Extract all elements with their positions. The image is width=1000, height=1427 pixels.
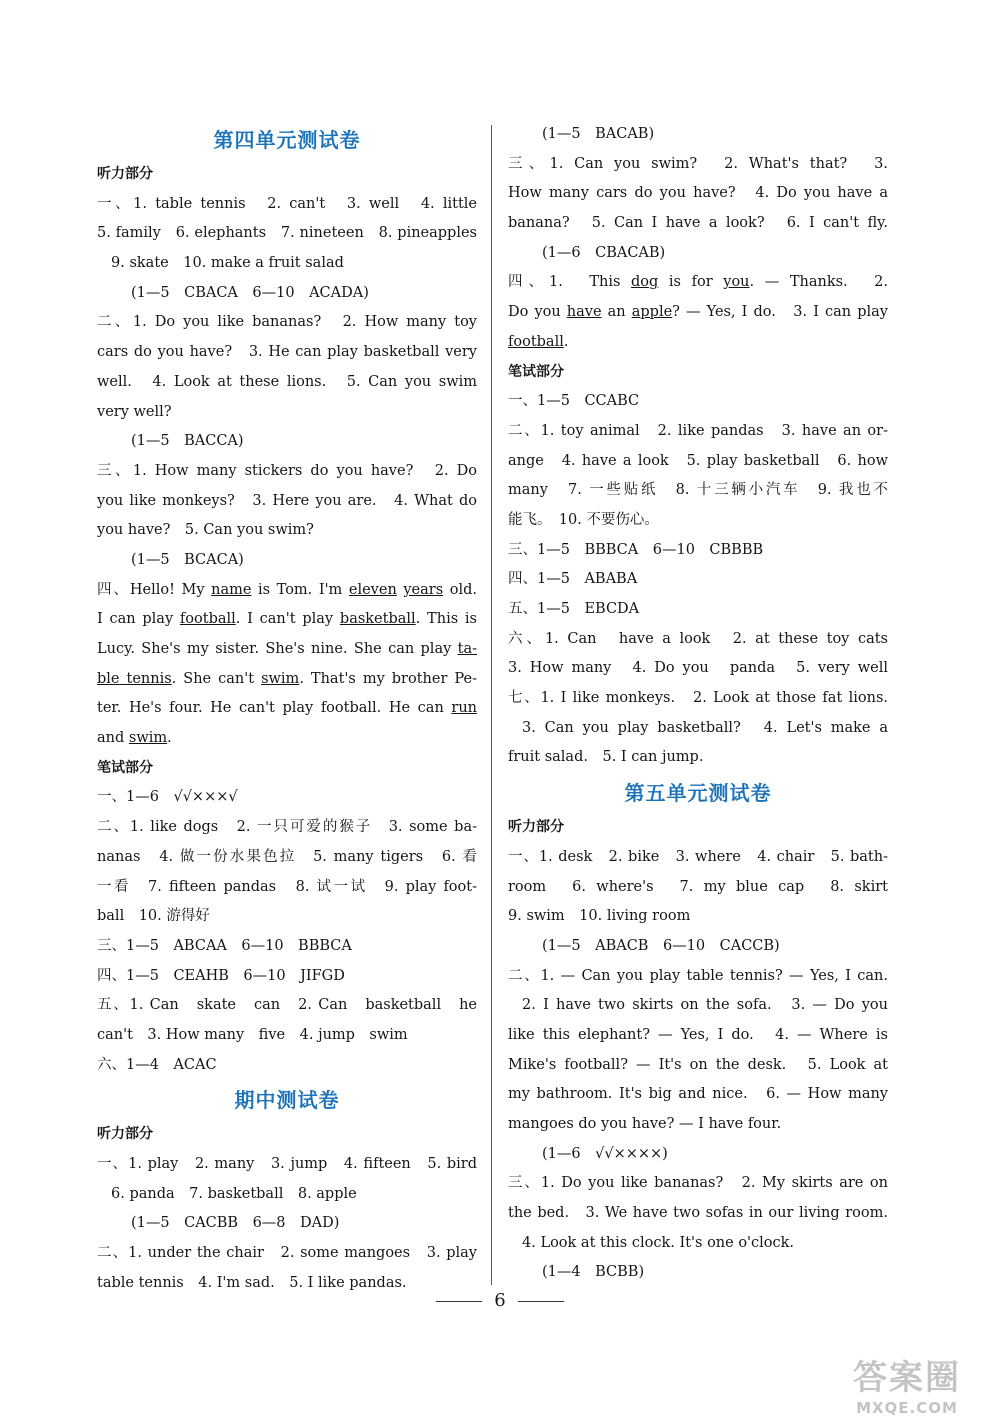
writing-section-label: 笔试部分	[508, 363, 564, 380]
cloze-line: I can play football. I can't play basketball. This is	[97, 611, 477, 628]
answer-line: 六、1. Can have a look 2. at these toy cats	[508, 630, 888, 647]
watermark-logo-text: 答案圈	[853, 1358, 961, 1398]
answer-key: (1—6 √√××××)	[542, 1145, 668, 1162]
underlined-word: swim	[128, 730, 168, 747]
page-number: 6	[0, 1290, 1000, 1311]
left-column	[97, 120, 477, 1298]
answer-line: banana? 5. Can I have a look? 6. I can't fly.	[508, 215, 888, 232]
answer-line: 3. Can you play basketball? 4. Let's make a	[522, 719, 888, 736]
answer-key: (1—4 BCBB)	[542, 1264, 645, 1281]
dash-left	[436, 1301, 482, 1302]
answer-line: the bed. 3. We have two sofas in our living room.	[508, 1205, 888, 1222]
answer-key: (1—5 BCACA)	[131, 551, 244, 568]
answer-line: nanas 4. 做一份水果色拉 5. many tigers 6. 看	[97, 848, 477, 865]
answer-line: 6. panda 7. basketball 8. apple	[111, 1185, 357, 1202]
underlined-word: you	[723, 274, 750, 291]
answer-line: Mike's football? — It's on the desk. 5. Look at	[508, 1056, 888, 1073]
unit5-title: 第五单元测试卷	[624, 781, 772, 806]
answer-line: 四、1—5 ABABA	[508, 571, 638, 588]
answer-line: like this elephant? — Yes, I do. 4. — Where is	[508, 1026, 888, 1043]
underlined-word: apple	[631, 304, 673, 321]
answer-line: 一、1—6 √√×××√	[97, 789, 238, 806]
underlined-word: have	[566, 304, 602, 321]
answer-line: 一看 7. fifteen pandas 8. 试一试 9. play foot-	[97, 878, 477, 895]
answer-line: room 6. where's 7. my blue cap 8. skirt	[508, 878, 888, 895]
answer-line: ball 10. 游得好	[97, 908, 210, 925]
answer-key: (1—5 BACCA)	[131, 433, 244, 450]
answer-key: (1—5 CBACA 6—10 ACADA)	[131, 284, 369, 301]
cloze-line: Do you have an apple? — Yes, I do. 3. I can play	[508, 304, 888, 321]
column-divider	[491, 125, 492, 1285]
underlined-word: swim	[261, 670, 300, 687]
answer-line: 9. swim 10. living room	[508, 908, 691, 925]
answer-line: 四、1—5 CEAHB 6—10 JIFGD	[97, 967, 345, 984]
answer-line: can't 3. How many five 4. jump swim	[97, 1026, 408, 1043]
answer-line: 能飞。 10. 不要伤心。	[508, 511, 659, 528]
answer-line: 一、1. desk 2. bike 3. where 4. chair 5. bath-	[508, 848, 888, 865]
answer-key: (1—5 ABACB 6—10 CACCB)	[542, 937, 780, 954]
answer-line: 4. Look at this clock. It's one o'clock.	[522, 1234, 795, 1251]
cloze-line: 四、Hello! My name is Tom. I'm eleven years old.	[97, 581, 477, 598]
answer-line: 9. skate 10. make a fruit salad	[111, 255, 344, 272]
answer-line: mangoes do you have? — I have four.	[508, 1116, 782, 1132]
underlined-word: eleven	[348, 581, 397, 598]
answer-line: well. 4. Look at these lions. 5. Can you swim	[97, 373, 477, 390]
answer-line: 二、1. Do you like bananas? 2. How many toy	[97, 314, 477, 331]
underlined-word: football	[508, 333, 564, 350]
midterm-title: 期中测试卷	[234, 1088, 340, 1113]
answer-line: 一、1—5 CCABC	[508, 393, 640, 410]
answer-line: 二、1. like dogs 2. 一只可爱的猴子 3. some ba-	[97, 819, 477, 836]
answer-line: 五、1—5 EBCDA	[508, 601, 640, 617]
answer-line: 七、1. I like monkeys. 2. Look at those fat lions.	[508, 690, 888, 707]
underlined-word: name	[211, 581, 252, 598]
listening-section-label: 听力部分	[97, 166, 153, 182]
cloze-line: 四、1. This dog is for you. — Thanks. 2.	[508, 274, 888, 291]
answer-line: 三、1—5 ABCAA 6—10 BBBCA	[97, 937, 352, 954]
answer-line: 六、1—4 ACAC	[97, 1056, 217, 1073]
answer-line: 三、1. How many stickers do you have? 2. Do	[97, 462, 477, 479]
answer-line: 五、1. Can skate can 2. Can basketball he	[97, 997, 477, 1014]
answer-line: 二、1. toy animal 2. like pandas 3. have an or-	[508, 422, 888, 439]
listening-section-label: 听力部分	[508, 819, 564, 836]
underlined-word: football	[179, 611, 236, 628]
cloze-line: ble tennis. She can't swim. That's my brother Pe-	[97, 670, 477, 687]
underlined-word: run	[451, 700, 477, 717]
listening-section-label: 听力部分	[97, 1126, 153, 1143]
cloze-line: football.	[508, 333, 569, 350]
answer-line: cars do you have? 3. He can play basketball very	[97, 344, 477, 361]
cloze-line: ter. He's four. He can't play football. He can run	[97, 700, 477, 717]
right-column	[508, 120, 888, 1288]
watermark	[832, 1350, 982, 1417]
answer-line: my bathroom. It's big and nice. 6. — How many	[508, 1086, 888, 1103]
answer-key: (1—5 BACAB)	[542, 126, 655, 142]
cloze-line: and swim.	[97, 730, 172, 747]
cloze-line: Lucy. She's my sister. She's nine. She can play ta-	[97, 641, 477, 657]
answer-line: very well?	[97, 403, 172, 420]
answer-line: ange 4. have a look 5. play basketball 6. how	[508, 452, 888, 469]
answer-line: fruit salad. 5. I can jump.	[508, 749, 704, 766]
answer-line: 二、1. under the chair 2. some mangoes 3. play	[97, 1245, 477, 1262]
underlined-word: ble tennis	[97, 670, 172, 687]
writing-section-label: 笔试部分	[97, 759, 153, 776]
watermark-url: MXQE.COM	[856, 1399, 958, 1417]
answer-line: 2. I have two skirts on the sofa. 3. — Do you	[522, 997, 888, 1014]
answer-line: 一、1. play 2. many 3. jump 4. fifteen 5. bird	[97, 1156, 477, 1172]
answer-line: 三、1—5 BBBCA 6—10 CBBBB	[508, 541, 764, 558]
dash-right	[518, 1301, 564, 1302]
answer-line: 3. How many 4. Do you panda 5. very well	[508, 660, 888, 677]
answer-line: How many cars do you have? 4. Do you have a	[508, 185, 888, 202]
answer-line: 二、1. — Can you play table tennis? — Yes, I can.	[508, 967, 888, 984]
underlined-word: ta-	[457, 641, 477, 657]
answer-line: 三、1. Can you swim? 2. What's that? 3.	[508, 155, 888, 172]
answer-key: (1—6 CBACAB)	[542, 244, 666, 261]
answer-line: you like monkeys? 3. Here you are. 4. What do	[97, 492, 477, 509]
answer-key: (1—5 CACBB 6—8 DAD)	[131, 1215, 340, 1232]
answer-line: 5. family 6. elephants 7. nineteen 8. pineapples	[97, 225, 477, 242]
answer-line: table tennis 4. I'm sad. 5. I like pandas.	[97, 1274, 407, 1291]
answer-line: many 7. 一些贴纸 8. 十三辆小汽车 9. 我也不	[508, 482, 888, 499]
answer-line: 一、1. table tennis 2. can't 3. well 4. little	[97, 195, 477, 212]
answer-line: 三、1. Do you like bananas? 2. My skirts are on	[508, 1175, 888, 1192]
unit4-title: 第四单元测试卷	[213, 128, 361, 152]
answer-line: you have? 5. Can you swim?	[97, 522, 314, 539]
underlined-word: basketball	[339, 611, 416, 628]
underlined-word: years	[403, 581, 444, 598]
underlined-word: dog	[631, 274, 659, 291]
